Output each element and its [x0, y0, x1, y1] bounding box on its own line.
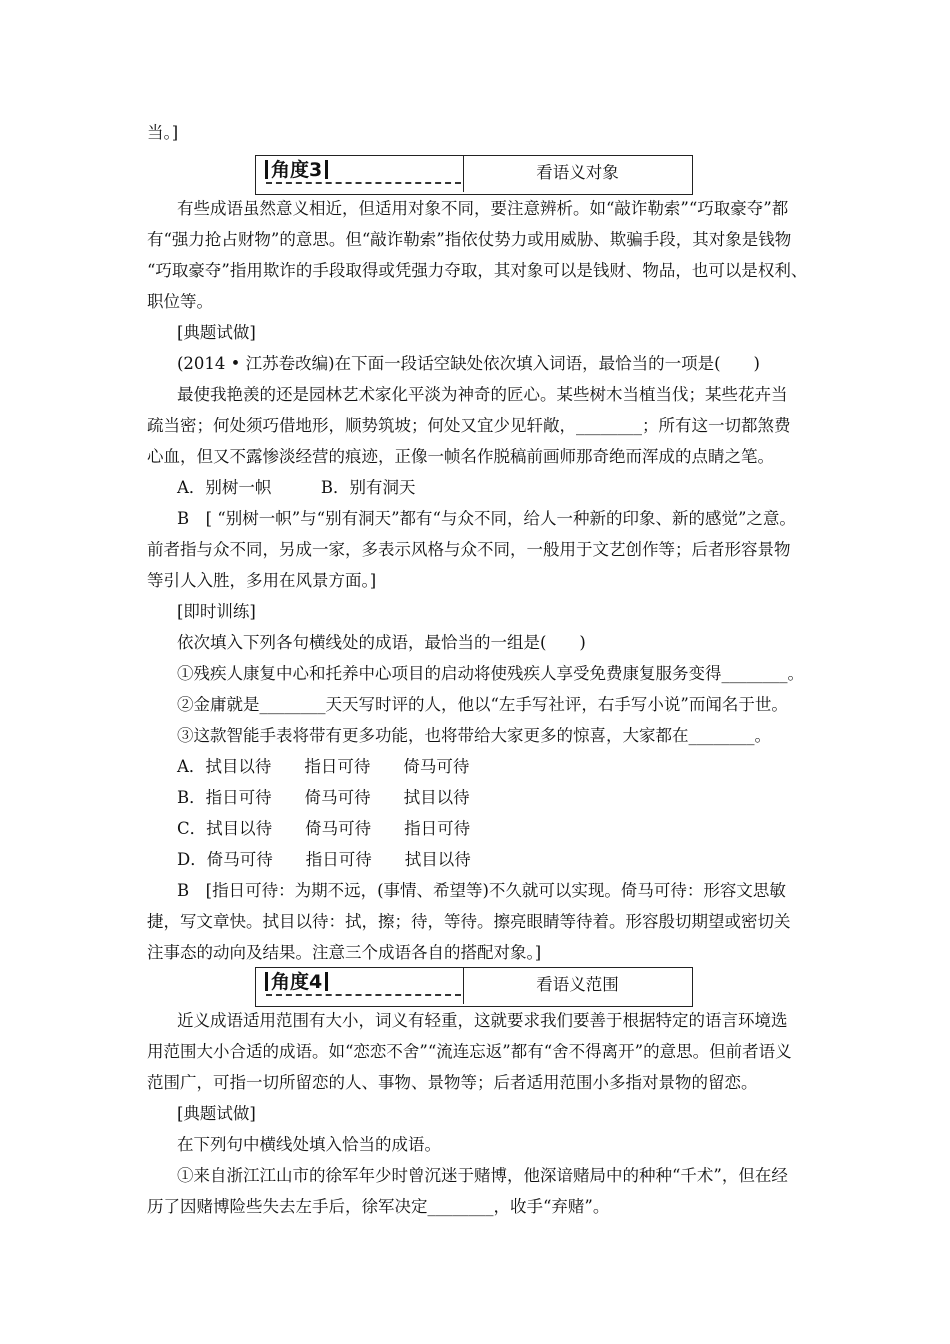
bar-icon — [265, 972, 268, 991]
text-line: 有“强力抢占财物”的意思。但“敲诈勒索”指依仗势力或用威胁、欺骗手段，其对象是钱物 — [147, 230, 792, 249]
question-item: ①来自浙江江山市的徐军年少时曾沉迷于赌博，他深谙赌局中的种种“千术”，但在经 — [177, 1166, 788, 1185]
angle-tag — [262, 970, 331, 994]
answer-option: C．拭目以待 倚马可待 指日可待 — [177, 819, 471, 838]
answer-explanation: B [指日可待：为期不远，(事情、希望等)不久就可以实现。倚马可待：形容文思敏 — [177, 881, 786, 900]
angle-tag — [262, 158, 331, 182]
dashed-underline — [266, 994, 461, 996]
text-line: 范围广，可指一切所留恋的人、事物、景物等；后者适用范围小多指对景物的留恋。 — [147, 1073, 758, 1092]
text-line: 有些成语虽然意义相近，但适用对象不同，要注意辨析。如“敲诈勒索”“巧取豪夺”都 — [177, 199, 789, 218]
answer-explanation: B [ “别树一帜”与“别有洞天”都有“与众不同，给人一种新的印象、新的感觉”之意。 — [177, 509, 796, 528]
text-line: 用范围大小合适的成语。如“恋恋不舍”“流连忘返”都有“舍不得离开”的意思。但前者语义 — [147, 1042, 792, 1061]
text-line: 最使我艳羡的还是园林艺术家化平淡为神奇的匠心。某些树木当植当伐；某些花卉当 — [177, 385, 788, 404]
text-line: 前者指与众不同，另成一家，多表示风格与众不同，一般用于文艺创作等；后者形容景物 — [147, 540, 791, 559]
question-item: ①残疾人康复中心和托养中心项目的启动将使残疾人享受免费康复服务变得________。 — [177, 664, 804, 683]
angle-tag-label: 角度4 — [271, 971, 323, 993]
section-label: [典题试做] — [177, 323, 256, 342]
question-stem: (2014 • 江苏卷改编)在下面一段话空缺处依次填入词语，最恰当的一项是( ) — [177, 354, 760, 373]
section-label: [典题试做] — [177, 1104, 256, 1123]
answer-options: A．别树一帜 B．别有洞天 — [177, 478, 416, 497]
text-line: 注事态的动向及结果。注意三个成语各自的搭配对象。] — [147, 943, 542, 962]
dashed-underline — [266, 182, 461, 184]
text-line: 捷，写文章快。拭目以待：拭，擦；待，等待。擦亮眼睛等待着。形容殷切期望或密切关 — [147, 912, 791, 931]
answer-option: B．指日可待 倚马可待 拭目以待 — [177, 788, 470, 807]
bar-icon — [325, 972, 328, 991]
text-line: 心血，但又不露惨淡经营的痕迹，正像一帧名作脱稿前画师那奇绝而浑成的点睛之笔。 — [147, 447, 774, 466]
question-stem: 在下列句中横线处填入恰当的成语。 — [177, 1135, 441, 1154]
text-line: 历了因赌博险些失去左手后，徐军决定________，收手“弃赌”。 — [147, 1197, 610, 1216]
text-line: 疏当密；何处须巧借地形，顺势筑坡；何处又宜少见轩敞，________；所有这一切都煞费 — [147, 416, 791, 435]
bar-icon — [265, 160, 268, 179]
section-header-angle-4 — [255, 967, 693, 1007]
section-header-angle-3 — [255, 155, 693, 195]
question-stem: 依次填入下列各句横线处的成语，最恰当的一组是( ) — [177, 633, 586, 652]
angle-title: 看语义对象 — [536, 163, 619, 182]
bar-icon — [325, 160, 328, 179]
text-line: “巧取豪夺”指用欺诈的手段取得或凭强力夺取，其对象可以是钱财、物品，也可以是权利、 — [147, 261, 808, 280]
answer-option: A．拭目以待 指日可待 倚马可待 — [177, 757, 470, 776]
text-line: 近义成语适用范围有大小，词义有轻重，这就要求我们要善于根据特定的语言环境选 — [177, 1011, 788, 1030]
answer-option: D．倚马可待 指日可待 拭目以待 — [177, 850, 471, 869]
text-line: 当。] — [147, 123, 179, 142]
angle-tag-label: 角度3 — [271, 159, 323, 181]
angle-title: 看语义范围 — [536, 975, 619, 994]
question-item: ③这款智能手表将带有更多功能，也将带给大家更多的惊喜，大家都在________。 — [177, 726, 771, 745]
section-label: [即时训练] — [177, 602, 256, 621]
text-line: 等引人入胜，多用在风景方面。] — [147, 571, 377, 590]
text-line: 职位等。 — [147, 292, 213, 311]
question-item: ②金庸就是________天天写时评的人，他以“左手写社评，右手写小说”而闻名于世。 — [177, 695, 788, 714]
